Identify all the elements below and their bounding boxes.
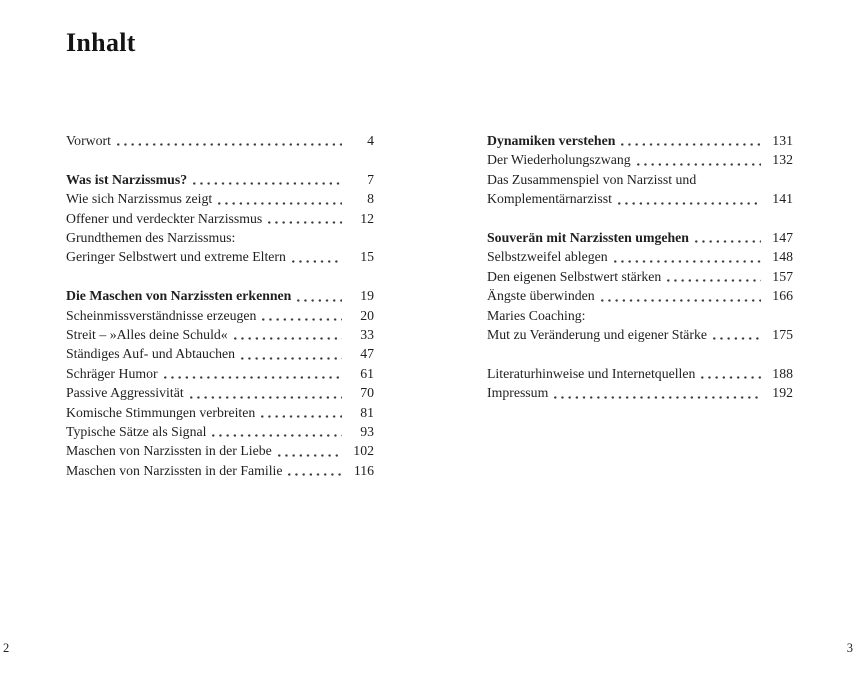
toc-entry: [66, 209, 374, 228]
toc-entry-label: Literaturhinweise und Internetquellen: [487, 365, 696, 381]
dot-leader: [164, 376, 342, 379]
toc-entry: [66, 286, 374, 305]
dot-leader: [234, 337, 342, 340]
toc-entry: [66, 189, 374, 208]
dot-leader: [618, 202, 761, 205]
dot-leader: [554, 396, 761, 399]
toc-entry-page-number: 4: [367, 133, 374, 148]
dot-leader: [701, 376, 761, 379]
dot-leader: [695, 240, 761, 243]
toc-entry-page-number: 7: [367, 171, 374, 187]
toc-entry-label: Komplementärnarzisst: [487, 191, 612, 207]
toc-right-column: [487, 131, 793, 403]
toc-entry-label: Komische Stimmungen verbreiten: [66, 404, 256, 420]
page-title: Inhalt: [66, 28, 136, 57]
toc-entry-page-number: 132: [772, 152, 793, 168]
toc-entry: [487, 150, 793, 169]
toc-entry-page-number: 147: [772, 230, 793, 246]
toc-entry-page-number: 19: [360, 288, 374, 304]
toc-entry-page-number: 141: [772, 191, 793, 207]
toc-entry: [487, 131, 793, 150]
toc-entry: [487, 267, 793, 286]
dot-leader: [218, 202, 342, 205]
toc-entry: [66, 228, 374, 247]
dot-leader: [190, 396, 342, 399]
toc-entry-label: Grundthemen des Narzissmus:: [66, 230, 236, 246]
toc-entry-page-number: 33: [360, 327, 374, 343]
dot-leader: [212, 434, 342, 437]
toc-entry-label: Maschen von Narzissten in der Familie: [66, 462, 283, 478]
dot-leader: [117, 143, 342, 146]
toc-entry-label: Typische Sätze als Signal: [66, 424, 207, 440]
toc-entry: [66, 170, 374, 189]
toc-entry-page-number: 188: [772, 365, 793, 381]
right-page-number: 3: [846, 641, 853, 655]
toc-entry-label: Maschen von Narzissten in der Liebe: [66, 443, 272, 459]
toc-entry-label: Maries Coaching:: [487, 307, 586, 323]
toc-entry-label: Ängste überwinden: [487, 288, 595, 304]
toc-entry: [66, 306, 374, 325]
toc-entry-page-number: 8: [367, 191, 374, 207]
toc-entry: [487, 228, 793, 247]
toc-entry-label: Ständiges Auf- und Abtauchen: [66, 346, 235, 362]
toc-entry-page-number: 93: [360, 424, 374, 440]
toc-entry-label: Der Wiederholungszwang: [487, 152, 631, 168]
dot-leader: [621, 143, 761, 146]
toc-entry: [66, 441, 374, 460]
toc-entry-page-number: 61: [360, 365, 374, 381]
toc-entry-label: Passive Aggressivität: [66, 385, 184, 401]
toc-entry: [66, 403, 374, 422]
toc-entry-label: Schräger Humor: [66, 365, 158, 381]
toc-entry-page-number: 116: [353, 462, 374, 478]
toc-entry-label: Vorwort: [66, 133, 111, 148]
toc-entry-page-number: 81: [360, 404, 374, 420]
dot-leader: [292, 260, 342, 263]
toc-entry: [66, 383, 374, 402]
toc-entry-page-number: 192: [772, 385, 793, 401]
dot-leader: [713, 337, 761, 340]
dot-leader: [297, 299, 342, 302]
toc-entry-label: Wie sich Narzissmus zeigt: [66, 191, 213, 207]
toc-entry: [66, 131, 374, 150]
toc-entry: [487, 189, 793, 208]
dot-leader: [193, 182, 342, 185]
toc-entry-label: Den eigenen Selbstwert stärken: [487, 268, 662, 284]
toc-entry-page-number: 148: [772, 249, 793, 265]
toc-entry-page-number: 166: [772, 288, 793, 304]
toc-entry: [487, 170, 793, 189]
toc-entry: [487, 247, 793, 266]
toc-entry-label: Das Zusammenspiel von Narzisst und: [487, 171, 697, 187]
toc-left-column: [66, 131, 374, 480]
toc-entry: [66, 364, 374, 383]
toc-entry-label: Mut zu Veränderung und eigener Stärke: [487, 327, 708, 343]
toc-entry-label: Scheinmissverständnisse erzeugen: [66, 307, 257, 323]
toc-entry-label: Die Maschen von Narzissten erkennen: [66, 288, 292, 304]
toc-entry-page-number: 131: [772, 133, 793, 148]
left-page-number: 2: [3, 641, 10, 655]
toc-entry-label: Impressum: [487, 385, 549, 401]
toc-entry-label: Streit – »Alles deine Schuld«: [66, 327, 228, 343]
toc-entry: [487, 306, 793, 325]
toc-entry-page-number: 157: [772, 268, 793, 284]
toc-entry-page-number: 175: [772, 327, 793, 343]
dot-leader: [667, 279, 761, 282]
toc-entry-page-number: 20: [360, 307, 374, 323]
toc-entry: [487, 286, 793, 305]
toc-entry-page-number: 15: [360, 249, 374, 265]
toc-entry: [66, 461, 374, 480]
toc-entry: [487, 383, 793, 402]
dot-leader: [601, 299, 761, 302]
toc-entry: [487, 364, 793, 383]
toc-entry: [487, 325, 793, 344]
toc-entry-label: Was ist Narzissmus?: [66, 171, 188, 187]
toc-entry: [66, 325, 374, 344]
toc-entry-label: Selbstzweifel ablegen: [487, 249, 608, 265]
dot-leader: [262, 318, 342, 321]
dot-leader: [261, 415, 342, 418]
toc-entry: [66, 344, 374, 363]
dot-leader: [288, 473, 342, 476]
toc-entry: [66, 422, 374, 441]
dot-leader: [614, 260, 761, 263]
dot-leader: [268, 221, 342, 224]
toc-entry-label: Offener und verdeckter Narzissmus: [66, 210, 263, 226]
toc-entry-page-number: 70: [360, 385, 374, 401]
dot-leader: [241, 357, 342, 360]
toc-entry-label: Souverän mit Narzissten umgehen: [487, 230, 689, 246]
toc-entry: [66, 247, 374, 266]
dot-leader: [637, 163, 761, 166]
toc-entry-label: Dynamiken verstehen: [487, 133, 616, 148]
toc-entry-label: Geringer Selbstwert und extreme Eltern: [66, 249, 286, 265]
toc-entry-page-number: 12: [360, 210, 374, 226]
toc-entry-page-number: 47: [360, 346, 374, 362]
dot-leader: [278, 454, 342, 457]
toc-entry-page-number: 102: [353, 443, 374, 459]
